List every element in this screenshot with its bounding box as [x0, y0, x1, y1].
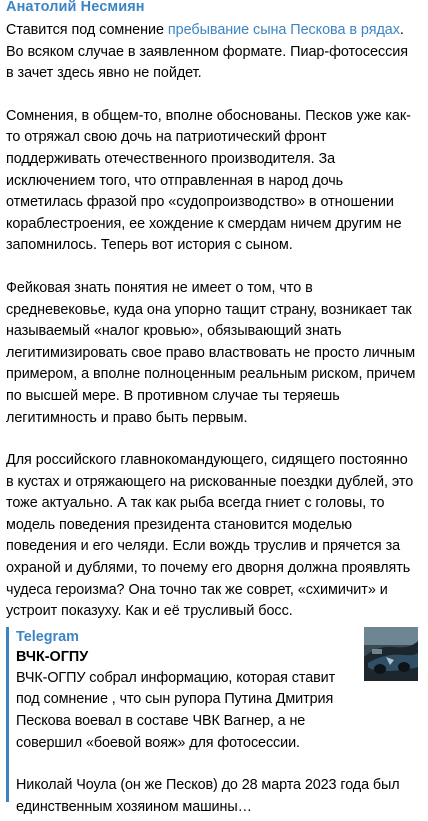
paragraph-3: Фейковая знать понятия не имеет о том, что в средневековье, куда она упорно тащит страну, возникает так называемый «налог кровью», обязывающий знать легитимизировать свое право властвовать не просто личным примером, а вполне полноценным реальным риском, причем по высшей мере. В противном случае ты теряешь легитимность и право быть первым. — [6, 279, 416, 426]
paragraph-2: Сомнения, в общем-то, вполне обоснованы. Песков уже как-то отряжал свою дочь на патриотический фронт поддерживать отечественного производителя. За исключением того, что отправленная в народ дочь отметилась фразой про «судопроизводство» в отношении кораблестроения, ее хождение к смердам ничем другим не запомнилось. Теперь вот история с сыном. — [6, 107, 411, 254]
author-name[interactable]: Анатолий Несмиян — [6, 0, 145, 15]
inline-link[interactable]: пребывание сына Пескова в рядах — [167, 22, 400, 38]
paragraph-1-text-end: . Во всяком случае в заявленном формате. Пиар-фотосессия в зачет здесь явно не пойдет. — [6, 22, 408, 82]
paragraph-1 — [6, 20, 418, 85]
preview-title: ВЧК-ОГПУ — [16, 648, 89, 665]
preview-site-name: Telegram — [16, 628, 79, 645]
car-photo-thumbnail[interactable] — [364, 627, 418, 681]
car-photo-icon — [364, 627, 418, 681]
paragraph-4: Для российского главнокомандующего, сидящего постоянно в кустах и отряжающего на рискованные поездки дублей, это тоже актуально. А так как рыба всегда гниет с головы, то модель поведения президента становится моделью поведения и его челяди. Если вождь труслив и прячется за охраной и дублями, то почему его дворня должна проявлять чудеса героизма? Она точно так же соврет, «схимичит» и устроит показуху. Как и её трусливый босс. — [6, 452, 414, 620]
preview-description-1: ВЧК-ОГПУ собрал информацию, которая ставит под сомнение , что сын рупора Путина Дмитрия Пескова воевал в составе ЧВК Вагнер, а не совершил «боевой вояж» для фотосессии. — [16, 669, 336, 751]
paragraph-1-text-start: Ставится под сомнение — [6, 22, 168, 38]
link-preview[interactable] — [6, 627, 418, 815]
preview-description-2: Николай Чоула (он же Песков) до 28 марта 2023 года был единственным хозяином машины… — [16, 777, 400, 815]
